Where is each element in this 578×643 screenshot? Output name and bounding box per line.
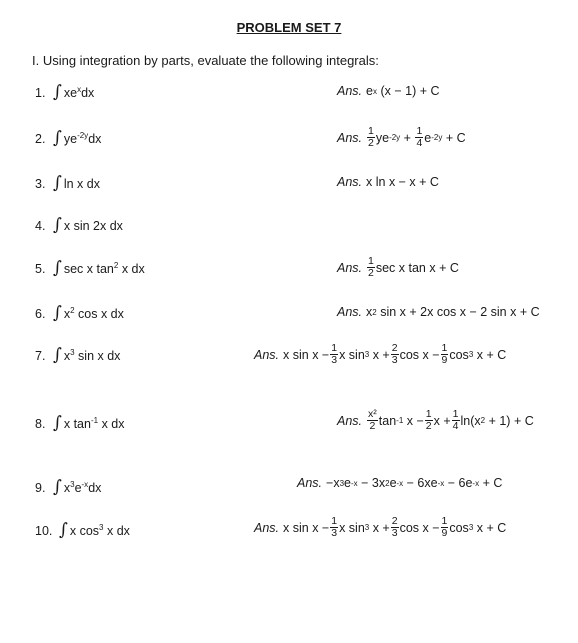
question-7 — [35, 347, 120, 364]
integrand: $xe^xdx$ — [63, 84, 95, 101]
integral-sign: ∫ — [53, 477, 62, 497]
problem-number: 9. — [35, 480, 46, 495]
problem-number: 4. — [35, 218, 46, 233]
problem-number: 1. — [35, 85, 46, 100]
integral-sign: ∫ — [53, 215, 62, 235]
answer-label: Ans. — [254, 520, 280, 535]
problem-number: 3. — [35, 176, 46, 191]
question-9 — [35, 479, 101, 496]
question-3 — [35, 175, 100, 192]
answer-9: Ans. −x 3 e -x − 3x 2 e -x − 6xe -x − 6e -x + C — [297, 476, 503, 490]
fraction: $\frac{2}{3}$ — [391, 342, 398, 367]
integral-sign: ∫ — [53, 82, 62, 102]
problem-number: 2. — [35, 131, 46, 146]
question-8 — [35, 415, 125, 432]
integral-sign: ∫ — [53, 173, 62, 193]
fraction: $\frac{1}{4}$ — [452, 408, 459, 433]
question-5 — [35, 260, 145, 277]
answer-10: Ans. x sin x − $\frac{1}{3}$ x sin 3 x + $\frac{2}{3}$ cos x − $\frac{1}{9}$ cos 3 x + C — [254, 515, 507, 540]
question-6 — [35, 305, 124, 322]
answer-3: Ans. x ln x − x + C — [337, 175, 439, 189]
answer-7: Ans. x sin x − $\frac{1}{3}$ x sin 3 x + $\frac{2}{3}$ cos x − $\frac{1}{9}$ cos 3 x + C — [254, 342, 507, 367]
page-title — [0, 20, 578, 35]
answer-label: Ans. — [254, 347, 280, 362]
question-2 — [35, 130, 101, 147]
answer-6: Ans. x 2 sin x + 2x cos x − 2 sin x + C — [337, 305, 540, 319]
fraction: $\frac{1}{3}$ — [331, 342, 338, 367]
integral-sign: ∫ — [53, 413, 62, 433]
integrand: ln x dx — [63, 176, 100, 191]
fraction: $\frac{2}{3}$ — [391, 515, 398, 540]
fraction: $\frac{1}{9}$ — [441, 515, 448, 540]
integrand: $x^3e^{-x}dx$ — [63, 479, 102, 496]
integral-sign: ∫ — [53, 303, 62, 323]
integrand: x $\cos^3 x$ dx — [69, 522, 130, 539]
integral-sign: ∫ — [53, 258, 62, 278]
answer-1: Ans. e x (x − 1) + C — [337, 84, 440, 98]
fraction: $\frac{1}{3}$ — [331, 515, 338, 540]
problem-number: 10. — [35, 523, 53, 538]
fraction: $\frac{\text{x²}}{2}$ — [368, 408, 377, 433]
question-10 — [35, 522, 130, 539]
answer-5: Ans. $\frac{1}{2}$ sec x tan x + C — [337, 255, 459, 280]
fraction: $\frac{1}{2}$ — [425, 408, 432, 433]
answer-label: Ans. — [297, 476, 323, 490]
answer-label: Ans. — [337, 260, 363, 275]
answer-8: Ans. $\frac{\text{x²}}{2}$ tan -1 x − $\frac{1}{2}$ x + $\frac{1}{4}$ ln(x 2 + 1) + C — [337, 408, 534, 433]
question-4 — [35, 217, 123, 234]
integrand: $x^2$ cos x dx — [63, 305, 124, 322]
integral-sign: ∫ — [59, 520, 68, 540]
problem-number: 7. — [35, 348, 46, 363]
answer-label: Ans. — [337, 84, 363, 98]
integrand: x $\tan^{-1} x$ dx — [63, 415, 125, 432]
integral-sign: ∫ — [53, 345, 62, 365]
problem-number: 5. — [35, 261, 46, 276]
answer-2: Ans. $\frac{1}{2}$ ye -2y + $\frac{1}{4}$ e -2y + C — [337, 125, 466, 150]
title-text: PROBLEM SET 7 — [236, 20, 342, 35]
integral-sign: ∫ — [53, 128, 62, 148]
question-1 — [35, 84, 94, 101]
fraction: $\frac{1}{4}$ — [416, 125, 423, 150]
problem-number: 8. — [35, 416, 46, 431]
answer-label: Ans. — [337, 175, 363, 189]
answer-label: Ans. — [337, 130, 363, 145]
integrand: $ye^{-2y}dx$ — [63, 130, 102, 147]
integrand: sec x $\tan^2 x$ dx — [63, 260, 145, 277]
integrand: x sin 2x dx — [63, 218, 123, 233]
fraction: $\frac{1}{9}$ — [441, 342, 448, 367]
problem-number: 6. — [35, 306, 46, 321]
integrand: $x^3$ sin x dx — [63, 347, 121, 364]
answer-label: Ans. — [337, 413, 363, 428]
instructions: I. Using integration by parts, evaluate the following integrals: — [32, 53, 379, 68]
answer-label: Ans. — [337, 305, 363, 319]
fraction: $\frac{1}{2}$ — [368, 255, 374, 280]
fraction: $\frac{1}{2}$ — [368, 125, 374, 150]
